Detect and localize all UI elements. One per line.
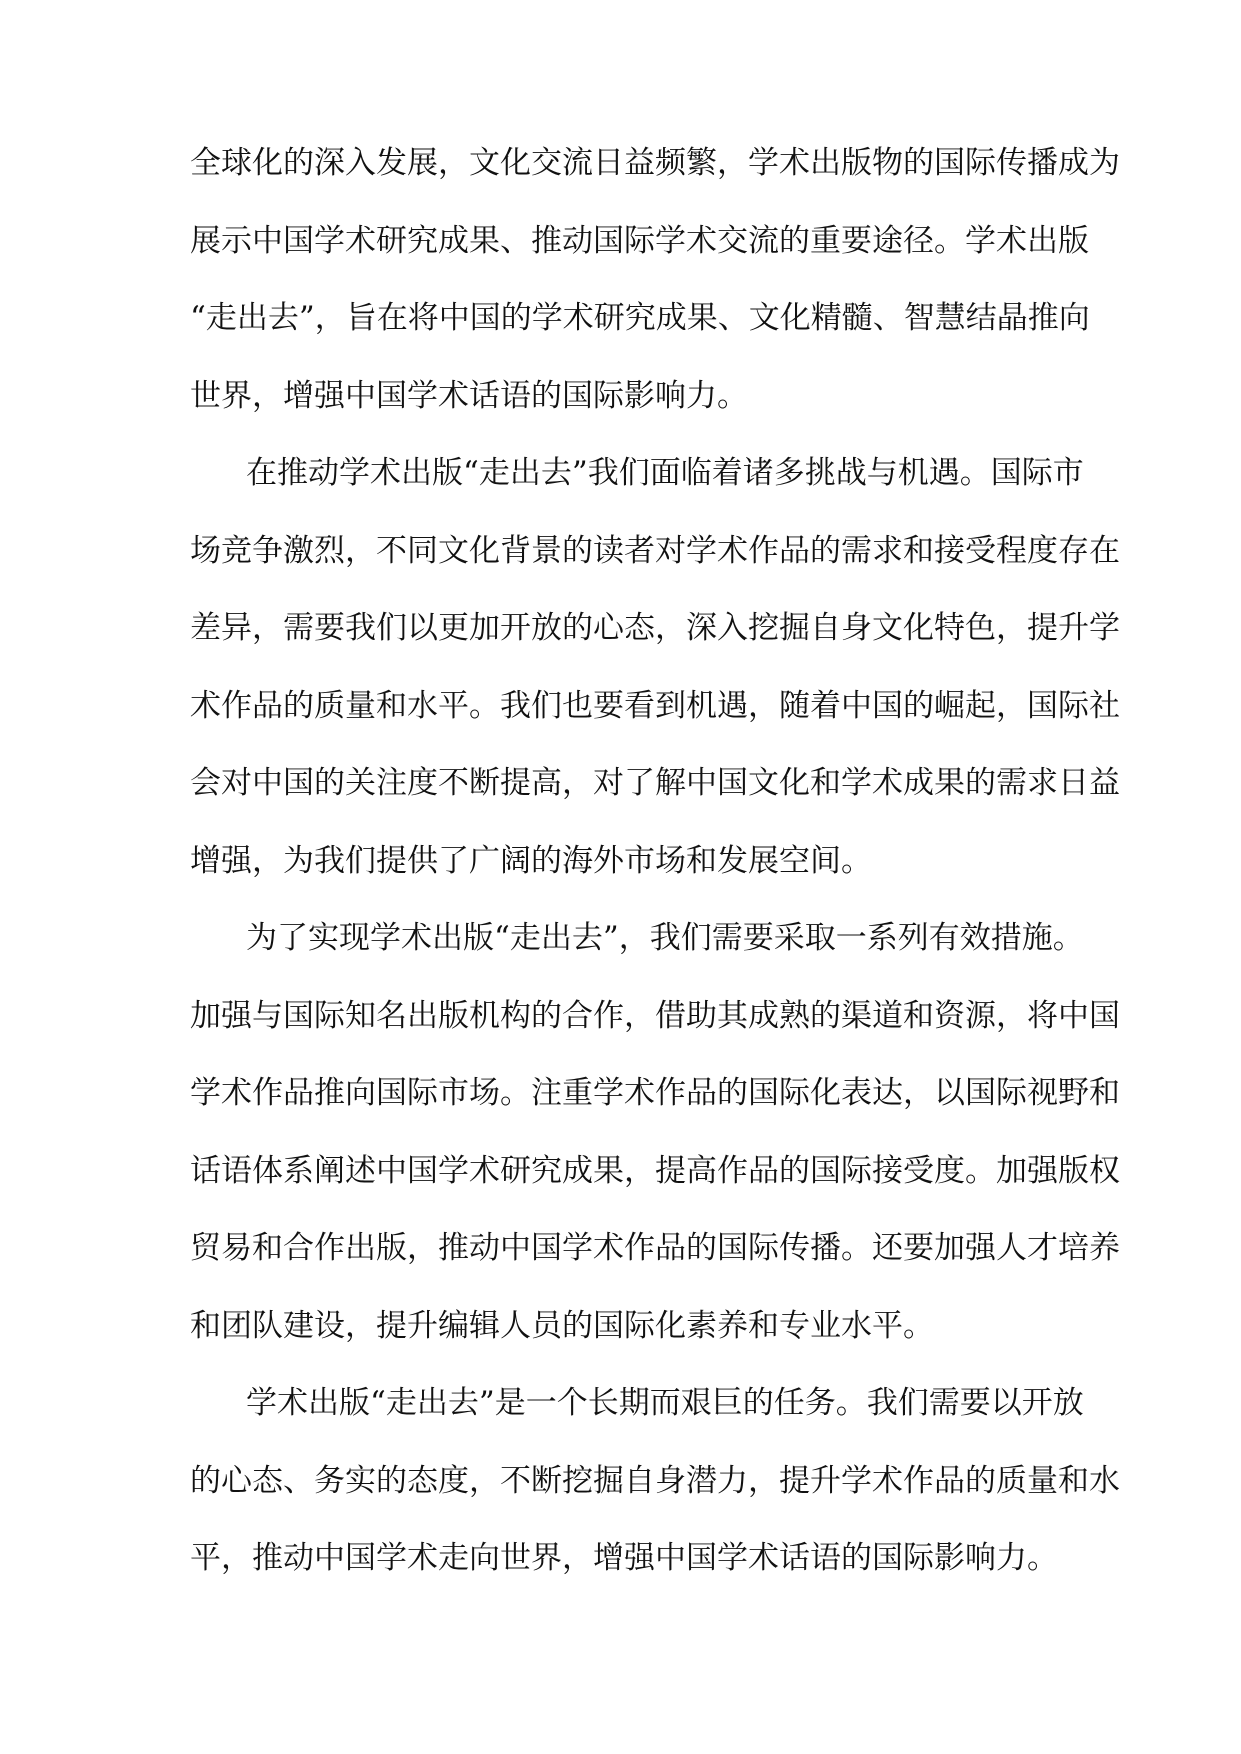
text-line: 平，推动中国学术走向世界，增强中国学术话语的国际影响力。: [190, 1540, 1058, 1576]
text-line: 场竞争激烈，不同文化背景的读者对学术作品的需求和接受程度存在: [190, 532, 1120, 569]
text-line: 会对中国的关注度不断提高，对了解中国文化和学术成果的需求日益: [190, 765, 1120, 801]
text-line: 增强，为我们提供了广阔的海外市场和发展空间。: [190, 842, 872, 879]
text-line: 术作品的质量和水平。我们也要看到机遇，随着中国的崛起，国际社: [190, 687, 1120, 724]
text-line: “走出去”，旨在将中国的学术研究成果、文化精髓、智慧结晶推向: [190, 300, 1090, 336]
text-line: 和团队建设，提升编辑人员的国际化素养和专业水平。: [190, 1307, 934, 1344]
text-line: 贸易和合作出版，推动中国学术作品的国际传播。还要加强人才培养: [190, 1230, 1120, 1266]
text-line: 全球化的深入发展，文化交流日益频繁，学术出版物的国际传播成为: [190, 145, 1120, 181]
text-line: 展示中国学术研究成果、推动国际学术交流的重要途径。学术出版: [190, 222, 1089, 259]
text-line: 话语体系阐述中国学术研究成果，提高作品的国际接受度。加强版权: [190, 1152, 1120, 1189]
text-line: 学术作品推向国际市场。注重学术作品的国际化表达，以国际视野和: [190, 1075, 1120, 1111]
paragraph-first-line: 在推动学术出版“走出去”我们面临着诸多挑战与机遇。国际市: [246, 455, 1084, 491]
text-line: 世界，增强中国学术话语的国际影响力。: [190, 377, 748, 414]
document-body: [190, 143, 1120, 1616]
text-line: 加强与国际知名出版机构的合作，借助其成熟的渠道和资源，将中国: [190, 997, 1120, 1034]
text-line: 的心态、务实的态度，不断挖掘自身潜力，提升学术作品的质量和水: [190, 1462, 1120, 1499]
text-line: 差异，需要我们以更加开放的心态，深入挖掘自身文化特色，提升学: [190, 610, 1120, 646]
paragraph-first-line: 为了实现学术出版“走出去”，我们需要采取一系列有效措施。: [246, 920, 1084, 956]
paragraph-first-line: 学术出版“走出去”是一个长期而艰巨的任务。我们需要以开放: [246, 1385, 1084, 1421]
